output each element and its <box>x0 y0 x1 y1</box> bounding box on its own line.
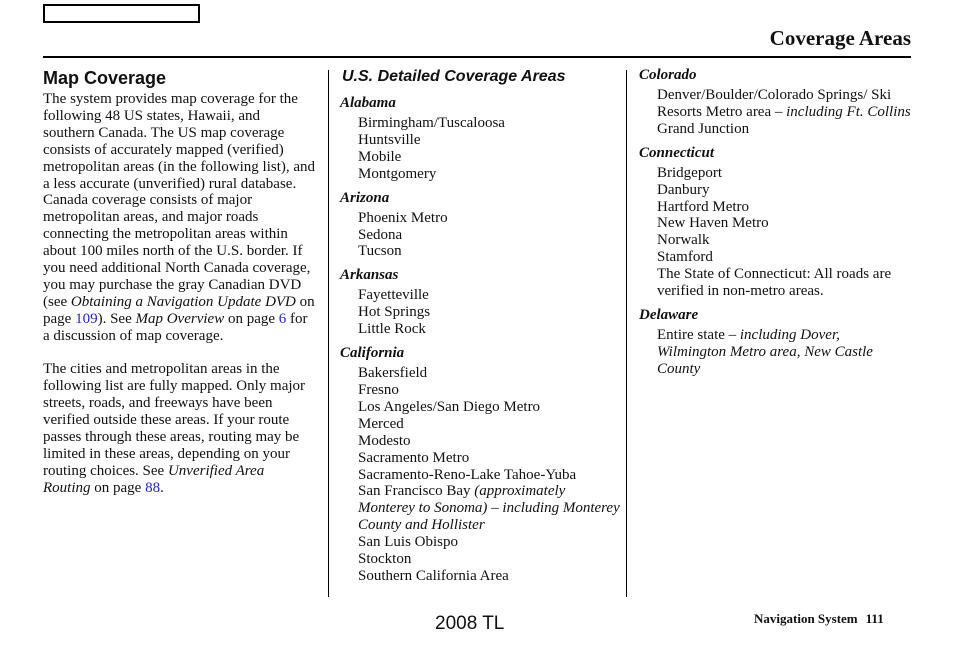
city-entry: Tucson <box>358 243 402 260</box>
page-title: Coverage Areas <box>769 26 911 50</box>
city-entry: Hot Springs <box>358 304 431 321</box>
state-connecticut: Connecticut <box>639 144 715 161</box>
city-entry: Huntsville <box>358 131 421 148</box>
city-entry: Grand Junction <box>657 120 750 137</box>
city-entry-denver: Denver/Boulder/Colorado Springs/ Ski Resorts Metro area – including Ft. Collins <box>657 87 911 120</box>
footer-section-name: Navigation System <box>754 611 858 626</box>
city-entry: Stockton <box>358 551 412 568</box>
state-california: California <box>340 345 405 362</box>
city-entry: Montgomery <box>358 165 437 182</box>
city-entry: The State of Connecticut: All roads are verified in non-metro areas. <box>657 266 892 300</box>
page-6-link[interactable]: 6 <box>278 310 287 327</box>
state-arkansas: Arkansas <box>340 267 399 284</box>
city-entry-entire-state: Entire state – including Dover, Wilmington Metro area, New Castle County <box>657 326 873 377</box>
column-divider-right <box>626 70 627 597</box>
city-entry: Birmingham/Tuscaloosa <box>358 115 505 131</box>
city-entry: Sacramento Metro <box>358 449 470 466</box>
city-entry: Sedona <box>358 226 403 243</box>
map-coverage-column <box>43 67 315 497</box>
city-entry: Sacramento-Reno-Lake Tahoe-Yuba <box>358 466 577 483</box>
city-entry: Los Angeles/San Diego Metro <box>358 398 541 415</box>
city-entry: Modesto <box>358 432 411 449</box>
detailed-coverage-column-continued <box>639 67 911 378</box>
city-entry: Phoenix Metro <box>358 209 448 226</box>
city-entry: Fresno <box>358 381 399 398</box>
city-entry: Hartford Metro <box>657 198 750 215</box>
page-number: 111 <box>865 611 884 626</box>
column-divider-left <box>328 70 329 597</box>
city-entry: Bakersfield <box>358 365 428 382</box>
detailed-coverage-heading: U.S. Detailed Coverage Areas <box>342 68 566 85</box>
state-alabama: Alabama <box>340 95 396 111</box>
detailed-coverage-column <box>340 67 620 585</box>
city-entry: New Haven Metro <box>657 215 769 232</box>
page-109-link[interactable]: 109 <box>75 310 98 327</box>
title-rule <box>43 56 911 58</box>
city-entry: Merced <box>358 415 404 432</box>
city-entry: Southern California Area <box>358 567 509 584</box>
footer-section <box>754 611 884 627</box>
state-arizona: Arizona <box>340 189 390 206</box>
footer-model: 2008 TL <box>435 613 505 634</box>
city-entry: Danbury <box>657 181 710 198</box>
city-entry-san-francisco: San Francisco Bay (approximately Monterey to Sonoma) – including Monterey County and Hollister <box>358 483 620 534</box>
page-88-link[interactable]: 88 <box>145 479 161 496</box>
state-colorado: Colorado <box>639 67 697 83</box>
city-entry: Mobile <box>358 148 402 165</box>
state-delaware: Delaware <box>639 306 699 323</box>
city-entry: Stamford <box>657 249 713 266</box>
map-coverage-paragraph-2: The cities and metropolitan areas in the following list are fully mapped. Only major streets, roads, and freeways have been verified outside these areas. If your route passes through these areas, routing may be limited in these areas, depending on your routing choices. See Unverified Area Routing on page 88. <box>43 361 306 496</box>
city-entry: Fayetteville <box>358 287 429 304</box>
map-coverage-paragraph-1: The system provides map coverage for the following 48 US states, Hawaii, and southern Canada. The US map coverage consists of accurately mapped (verified) metropolitan areas (in the following list), and a less accurate (unverified) rural database. Canada coverage consists of major metropolitan areas, and major roads connecting the metropolitan areas within about 100 miles north of the U.S. border. If you need additional North Canada coverage, you may purchase the gray Canadian DVD (see Obtaining a Navigation Update DVD on page 109). See Map Overview on page 6 for a discussion of map coverage. <box>43 91 316 344</box>
city-entry: Bridgeport <box>657 164 722 181</box>
city-entry: San Luis Obispo <box>358 534 459 551</box>
map-coverage-heading: Map Coverage <box>43 68 167 88</box>
nav-index-box[interactable] <box>43 4 200 23</box>
city-entry: Norwalk <box>657 232 710 249</box>
city-entry: Little Rock <box>358 321 426 338</box>
